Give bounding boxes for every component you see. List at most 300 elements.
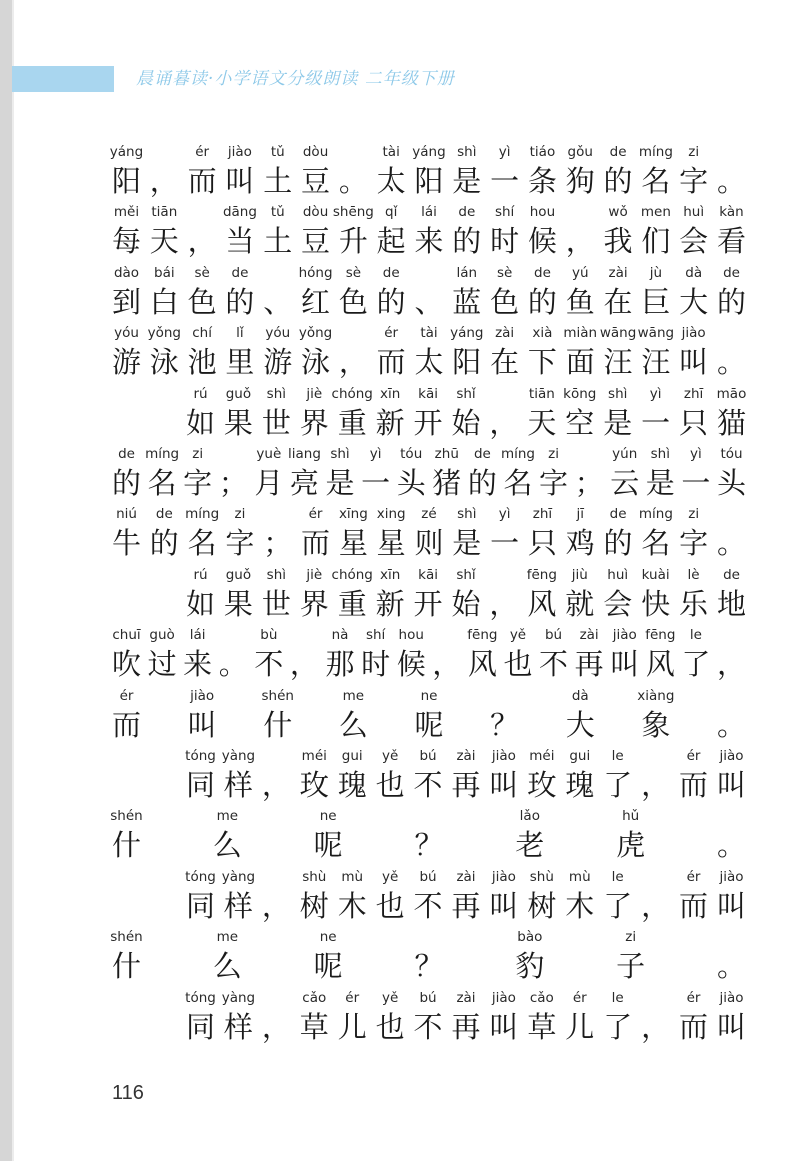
hanzi-character: 界	[299, 405, 329, 440]
pinyin-syllable: de	[231, 264, 249, 281]
hanzi-character: 叫	[716, 1009, 746, 1044]
hanzi-character: 了	[603, 768, 633, 802]
hanzi-character: 也	[375, 1009, 405, 1044]
pinyin-syllable: ér	[195, 144, 210, 160]
hanzi-character: 月	[254, 466, 284, 500]
pinyin-syllable: míng	[638, 506, 673, 523]
punctuation-mark: ，	[261, 888, 291, 923]
hanzi-character: 里	[225, 345, 255, 380]
hanzi-character: 亮	[289, 466, 319, 500]
pinyin-syllable: shì	[330, 446, 350, 462]
hanzi-character: 一	[490, 526, 520, 561]
pinyin-syllable: yàng	[221, 748, 256, 764]
running-header: 晨诵暮读·小学语文分级朗读 二年级下册	[136, 69, 455, 89]
hanzi-character: 再	[451, 1009, 481, 1044]
hanzi-character: 的	[603, 526, 633, 561]
hanzi-character: 在	[603, 284, 633, 319]
hanzi-character: 名	[503, 466, 533, 500]
pinyin-syllable: xiàng	[637, 687, 675, 704]
hanzi-character: 星	[376, 526, 406, 561]
hanzi-character: 儿	[337, 1009, 367, 1044]
punctuation-mark: ；	[218, 466, 248, 500]
punctuation-mark: ，	[261, 768, 291, 802]
hanzi-character: 果	[223, 586, 253, 621]
hanzi-character: 头	[396, 466, 426, 500]
pinyin-syllable: shì	[266, 385, 287, 402]
hanzi-character: 了	[681, 647, 711, 682]
hanzi-character: 老	[515, 828, 545, 863]
pinyin-syllable: shēng	[332, 204, 374, 221]
pinyin-syllable: bú	[419, 748, 437, 764]
pinyin-syllable: jiào	[190, 687, 215, 704]
hanzi-character: 白	[149, 284, 179, 319]
punctuation-mark: ，	[716, 647, 746, 682]
hanzi-character: 一	[490, 164, 520, 198]
hanzi-character: 空	[565, 405, 595, 440]
pinyin-syllable: qǐ	[385, 204, 398, 221]
hanzi-character: 天	[527, 405, 557, 440]
hanzi-character: 风	[645, 647, 675, 682]
page-number: 116	[112, 1082, 144, 1104]
pinyin-syllable: me	[342, 687, 365, 704]
pinyin-syllable: kāi	[418, 385, 438, 402]
hanzi-character: 草	[527, 1009, 557, 1044]
pinyin-syllable: yě	[509, 627, 527, 644]
hanzi-character: 草	[299, 1009, 329, 1044]
pinyin-syllable: yáng	[109, 144, 144, 160]
hanzi-character: 叫	[716, 888, 746, 923]
hanzi-character: 们	[641, 224, 671, 259]
pinyin-syllable: shì	[608, 385, 628, 402]
pinyin-syllable: guǒ	[225, 385, 252, 402]
pinyin-syllable: kāi	[418, 566, 438, 583]
hanzi-character: 只	[527, 526, 557, 561]
pinyin-syllable: yóu	[265, 325, 291, 342]
pinyin-syllable: me	[216, 808, 239, 825]
punctuation-mark: ？	[490, 707, 520, 742]
hanzi-character: 了	[603, 1009, 633, 1044]
hanzi-character: 一	[641, 405, 671, 440]
pinyin-syllable: xīng	[338, 506, 368, 523]
pinyin-syllable: lǎo	[519, 808, 540, 825]
pinyin-syllable: chí	[192, 325, 212, 342]
hanzi-character: 重	[337, 405, 367, 440]
pinyin-syllable: wāng	[599, 325, 637, 342]
pinyin-syllable: chuī	[112, 627, 141, 644]
hanzi-character: 么	[212, 828, 242, 863]
pinyin-syllable: jiào	[719, 989, 744, 1006]
hanzi-character: 如	[185, 405, 215, 440]
hanzi-character: 不	[413, 1009, 443, 1044]
hanzi-character: 始	[451, 405, 481, 440]
hanzi-character: 世	[261, 586, 291, 621]
pinyin-syllable: le	[611, 989, 624, 1006]
hanzi-character: 到	[111, 284, 141, 319]
hanzi-character: 呢	[313, 828, 343, 863]
punctuation-mark: ，	[641, 768, 671, 802]
hanzi-character: 而	[679, 1009, 709, 1044]
pinyin-syllable: de	[609, 144, 627, 160]
pinyin-syllable: fēng	[645, 627, 676, 644]
hanzi-character: 开	[413, 586, 443, 621]
hanzi-character: 狗	[565, 164, 595, 198]
hanzi-character: 是	[603, 405, 633, 440]
hanzi-character: 牛	[111, 526, 141, 561]
hanzi-character: 候	[396, 647, 426, 682]
pinyin-syllable: míng	[145, 446, 180, 462]
hanzi-character: 豆	[301, 164, 331, 198]
text-line	[0, 566, 800, 626]
pinyin-syllable: gui	[569, 748, 591, 764]
pinyin-syllable: ér	[308, 506, 323, 523]
hanzi-character: 风	[467, 647, 497, 682]
pinyin-syllable: zài	[495, 325, 515, 342]
hanzi-character: 当	[225, 224, 255, 259]
pinyin-syllable: huì	[683, 204, 705, 221]
pinyin-syllable: shǐ	[456, 566, 476, 583]
hanzi-character: 会	[603, 586, 633, 621]
hanzi-character: 不	[254, 647, 284, 682]
hanzi-character: 叫	[679, 345, 709, 380]
pinyin-syllable: shí	[494, 204, 515, 221]
hanzi-character: 则	[414, 526, 444, 561]
hanzi-character: 升	[338, 224, 368, 259]
text-line	[0, 928, 800, 988]
pinyin-syllable: tiān	[151, 204, 178, 221]
text-line	[0, 807, 800, 867]
hanzi-character: 那	[325, 647, 355, 682]
hanzi-character: 色	[338, 284, 368, 319]
pinyin-syllable: yě	[381, 989, 399, 1006]
punctuation-mark: 。	[218, 647, 248, 682]
pinyin-syllable: hǔ	[622, 808, 640, 825]
pinyin-syllable: de	[118, 446, 135, 462]
pinyin-syllable: bào	[517, 929, 543, 946]
pinyin-syllable: ér	[686, 989, 701, 1006]
hanzi-character: 样	[223, 768, 253, 802]
punctuation-mark: 。	[716, 345, 746, 380]
hanzi-character: 猫	[716, 405, 746, 440]
hanzi-character: 是	[325, 466, 355, 500]
pinyin-syllable: dòu	[302, 144, 329, 160]
pinyin-syllable: hou	[398, 627, 424, 644]
hanzi-character: 鱼	[565, 284, 595, 319]
pinyin-syllable: rú	[193, 566, 208, 583]
hanzi-character: 样	[223, 1009, 253, 1044]
pinyin-syllable: zé	[421, 506, 437, 523]
pinyin-syllable: ér	[572, 989, 587, 1006]
hanzi-character: 看	[716, 224, 746, 259]
hanzi-character: 果	[223, 405, 253, 440]
pinyin-syllable: bù	[260, 627, 278, 644]
pinyin-syllable: men	[640, 204, 671, 221]
hanzi-character: 鸡	[565, 526, 595, 561]
pinyin-syllable: yì	[369, 446, 382, 462]
text-line	[0, 687, 800, 747]
text-line	[0, 626, 800, 686]
hanzi-character: 下	[527, 345, 557, 380]
pinyin-syllable: yàng	[221, 989, 256, 1006]
pinyin-syllable: dào	[113, 264, 140, 281]
hanzi-character: 开	[413, 405, 443, 440]
hanzi-character: 是	[645, 466, 675, 500]
pinyin-syllable: le	[611, 868, 624, 885]
hanzi-character: 叫	[489, 888, 519, 923]
pinyin-syllable: tóng	[185, 868, 216, 885]
pinyin-syllable: gui	[341, 748, 363, 764]
hanzi-character: 头	[716, 466, 746, 500]
hanzi-character: 字	[679, 526, 709, 561]
hanzi-character: 而	[376, 345, 406, 380]
pinyin-syllable: kuài	[641, 566, 670, 583]
pinyin-syllable: tài	[382, 144, 400, 160]
pinyin-syllable: ér	[384, 325, 399, 342]
hanzi-character: 天	[149, 224, 179, 259]
pinyin-syllable: shén	[110, 929, 143, 946]
punctuation-mark: ？	[414, 828, 444, 863]
hanzi-character: 叫	[489, 768, 519, 802]
pinyin-syllable: zi	[625, 929, 637, 946]
hanzi-character: 字	[539, 466, 569, 500]
hanzi-character: 如	[185, 586, 215, 621]
pinyin-syllable: me	[216, 929, 239, 946]
punctuation-mark: ，	[641, 1009, 671, 1044]
pinyin-syllable: ér	[345, 989, 360, 1006]
hanzi-character: 大	[565, 707, 595, 742]
hanzi-character: 会	[679, 224, 709, 259]
hanzi-character: 来	[414, 224, 444, 259]
pinyin-syllable: niú	[116, 506, 137, 523]
pinyin-syllable: kàn	[719, 204, 744, 221]
punctuation-mark: 。	[338, 164, 368, 198]
hanzi-character: 同	[185, 1009, 215, 1044]
hanzi-character: 池	[187, 345, 217, 380]
pinyin-syllable: cǎo	[302, 989, 327, 1006]
hanzi-character: 什	[263, 707, 293, 742]
pinyin-syllable: zi	[548, 446, 559, 462]
pinyin-syllable: de	[458, 204, 476, 221]
pinyin-syllable: xīn	[379, 385, 401, 402]
hanzi-character: 么	[212, 949, 242, 984]
text-line	[0, 747, 800, 807]
text-line	[0, 505, 800, 565]
hanzi-character: 样	[223, 888, 253, 923]
hanzi-character: 时	[490, 224, 520, 259]
pinyin-syllable: tóu	[720, 446, 743, 462]
pinyin-syllable: zhī	[532, 506, 553, 523]
hanzi-character: 游	[111, 345, 141, 380]
hanzi-character: 不	[413, 768, 443, 802]
hanzi-character: 树	[527, 888, 557, 923]
pinyin-syllable: shì	[457, 144, 477, 160]
pinyin-syllable: tiáo	[529, 144, 556, 160]
pinyin-syllable: bú	[544, 627, 563, 644]
hanzi-character: 汪	[641, 345, 671, 380]
pinyin-syllable: lái	[189, 627, 206, 644]
pinyin-syllable: le	[611, 748, 624, 764]
hanzi-character: 再	[574, 647, 604, 682]
hanzi-character: 不	[539, 647, 569, 682]
pinyin-syllable: tóng	[185, 989, 216, 1006]
text-line	[0, 143, 800, 203]
hanzi-character: 什	[111, 949, 141, 984]
hanzi-character: 云	[610, 466, 640, 500]
hanzi-character: 的	[716, 284, 746, 319]
pinyin-syllable: jiào	[491, 748, 516, 764]
pinyin-syllable: xià	[532, 325, 553, 342]
hanzi-character: 豹	[515, 949, 545, 984]
hanzi-character: 候	[527, 224, 557, 259]
hanzi-character: 的	[149, 526, 179, 561]
punctuation-mark: 。	[716, 526, 746, 561]
hanzi-character: 每	[111, 224, 141, 259]
pinyin-syllable: de	[155, 506, 173, 523]
punctuation-mark: ，	[289, 647, 319, 682]
punctuation-mark: 。	[716, 164, 746, 198]
punctuation-mark: ，	[489, 586, 519, 621]
hanzi-character: 界	[299, 586, 329, 621]
hanzi-character: 是	[452, 526, 482, 561]
hanzi-character: 同	[185, 888, 215, 923]
hanzi-character: 乐	[679, 586, 709, 621]
pinyin-syllable: hou	[529, 204, 556, 221]
text-line	[0, 203, 800, 263]
hanzi-character: 重	[337, 586, 367, 621]
pinyin-syllable: cǎo	[529, 989, 554, 1006]
pinyin-syllable: de	[609, 506, 627, 523]
hanzi-character: 条	[527, 164, 557, 198]
pinyin-syllable: de	[723, 566, 740, 583]
punctuation-mark: ，	[187, 224, 217, 259]
hanzi-character: 阳	[414, 164, 444, 198]
pinyin-syllable: de	[534, 264, 551, 281]
pinyin-syllable: nà	[331, 627, 349, 644]
pinyin-syllable: rú	[193, 385, 208, 402]
pinyin-syllable: jī	[576, 506, 584, 523]
hanzi-character: 新	[375, 405, 405, 440]
pinyin-syllable: lè	[687, 566, 700, 583]
pinyin-syllable: bái	[154, 264, 175, 281]
pinyin-syllable: lán	[456, 264, 478, 281]
pinyin-syllable: dà	[571, 687, 589, 704]
pinyin-syllable: yì	[649, 385, 662, 402]
hanzi-character: 同	[185, 768, 215, 802]
hanzi-character: 叫	[716, 768, 746, 802]
hanzi-character: 的	[603, 164, 633, 198]
hanzi-character: 虎	[616, 828, 646, 863]
pinyin-syllable: yú	[571, 264, 589, 281]
punctuation-mark: ，	[565, 224, 595, 259]
hanzi-character: 只	[679, 405, 709, 440]
punctuation-mark: ，	[489, 405, 519, 440]
hanzi-character: 而	[301, 526, 331, 561]
pinyin-syllable: tǔ	[270, 144, 285, 160]
hanzi-character: 么	[338, 707, 368, 742]
hanzi-character: 阳	[452, 345, 482, 380]
pinyin-syllable: huì	[607, 566, 629, 583]
pinyin-syllable: zi	[192, 446, 204, 462]
hanzi-character: 子	[616, 949, 646, 984]
pinyin-syllable: sè	[194, 264, 210, 281]
hanzi-character: 瑰	[337, 768, 367, 802]
pinyin-syllable: tiān	[528, 385, 555, 402]
hanzi-character: 名	[147, 466, 177, 500]
pinyin-syllable: jiào	[491, 989, 516, 1006]
hanzi-character: 游	[263, 345, 293, 380]
hanzi-character: 是	[452, 164, 482, 198]
punctuation-mark: ；	[574, 466, 604, 500]
punctuation-mark: ，	[261, 1009, 291, 1044]
hanzi-character: 巨	[641, 284, 671, 319]
pinyin-syllable: chóng	[331, 566, 373, 583]
pinyin-syllable: yǒng	[298, 325, 333, 342]
pinyin-syllable: xīn	[379, 566, 401, 583]
pinyin-syllable: bú	[419, 868, 437, 885]
hanzi-character: 象	[641, 707, 671, 742]
hanzi-character: 汪	[603, 345, 633, 380]
text-line	[0, 445, 800, 505]
pinyin-syllable: de	[473, 446, 491, 462]
hanzi-character: 瑰	[565, 768, 595, 802]
pinyin-syllable: jiào	[227, 144, 252, 160]
punctuation-mark: 。	[716, 828, 746, 863]
pinyin-syllable: jiào	[612, 627, 637, 644]
hanzi-character: 吹	[111, 647, 141, 682]
punctuation-mark: 。	[716, 949, 746, 984]
pinyin-syllable: shù	[529, 868, 554, 885]
hanzi-character: 土	[263, 164, 293, 198]
punctuation-mark: ，	[432, 647, 462, 682]
pinyin-syllable: guò	[149, 627, 175, 644]
hanzi-character: 名	[641, 164, 671, 198]
pinyin-syllable: yì	[498, 144, 511, 160]
hanzi-character: 木	[565, 888, 595, 923]
pinyin-syllable: ér	[686, 748, 701, 764]
hanzi-character: 玫	[527, 768, 557, 802]
hanzi-character: 星	[338, 526, 368, 561]
pinyin-syllable: lái	[421, 204, 437, 221]
hanzi-character: 土	[263, 224, 293, 259]
hanzi-character: 的	[225, 284, 255, 319]
pinyin-syllable: dà	[685, 264, 703, 281]
hanzi-character: 的	[527, 284, 557, 319]
pinyin-syllable: tài	[420, 325, 438, 342]
hanzi-character: 的	[452, 224, 482, 259]
pinyin-syllable: lǐ	[236, 325, 244, 342]
pinyin-syllable: de	[382, 264, 400, 281]
hanzi-character: 太	[376, 164, 406, 198]
hanzi-character: 也	[503, 647, 533, 682]
pinyin-syllable: shì	[650, 446, 670, 462]
pinyin-syllable: hóng	[298, 264, 333, 281]
punctuation-mark: ，	[338, 345, 368, 380]
pinyin-syllable: zài	[608, 264, 628, 281]
pinyin-syllable: shù	[302, 868, 327, 885]
hanzi-character: 的	[376, 284, 406, 319]
pinyin-syllable: méi	[301, 748, 327, 764]
hanzi-character: 泳	[149, 345, 179, 380]
pinyin-syllable: zài	[456, 868, 476, 885]
hanzi-character: 树	[299, 888, 329, 923]
pinyin-syllable: gǒu	[567, 144, 593, 160]
pinyin-syllable: jiào	[719, 868, 744, 885]
punctuation-mark: 、	[263, 284, 293, 319]
pinyin-syllable: māo	[716, 385, 747, 402]
pinyin-syllable: shí	[365, 627, 386, 644]
hanzi-character: 名	[641, 526, 671, 561]
pinyin-syllable: jiào	[491, 868, 516, 885]
pinyin-syllable: zhī	[683, 385, 704, 402]
